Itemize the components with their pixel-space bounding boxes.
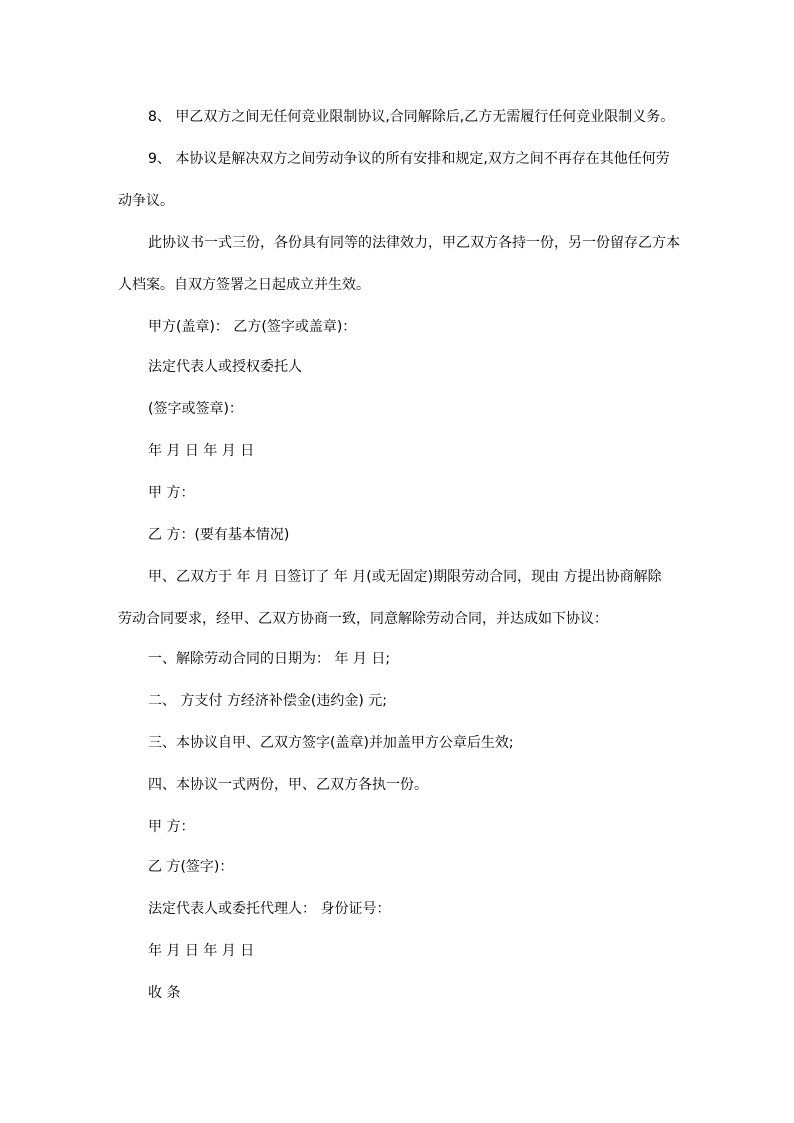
clause-8-line: 8、 甲乙双方之间无任何竞业限制协议,合同解除后,乙方无需履行任何竞业限制义务。 (148, 109, 675, 125)
date-line-2: 年 月 日 年 月 日 (148, 943, 255, 959)
signature-line: (签字或签章)： (148, 401, 243, 417)
termination-paragraph-line-1: 甲、乙双方于 年 月 日签订了 年 月(或无固定)期限劳动合同，现由 方提出协商解除 (148, 569, 662, 585)
copies-paragraph-line-1: 此协议书一式三份，各份具有同等的法律效力，甲乙双方各持一份，另一份留存乙方本 (148, 235, 680, 251)
date-line-1: 年 月 日 年 月 日 (148, 443, 255, 459)
agreement-item-2: 二、 方支付 方经济补偿金(违约金) 元; (148, 693, 387, 709)
party-a-label: 甲 方： (148, 485, 195, 501)
clause-9-line-2: 动争议。 (118, 193, 174, 209)
legal-representative-line: 法定代表人或授权委托人 (148, 359, 302, 375)
agreement-item-4: 四、本协议一式两份，甲、乙双方各执一份。 (148, 777, 428, 793)
copies-paragraph-line-2: 人档案。自双方签署之日起成立并生效。 (118, 277, 370, 293)
representative-id-line: 法定代表人或委托代理人： 身份证号： (148, 901, 391, 917)
party-b-label: 乙 方：(要有基本情况) (148, 527, 290, 543)
agreement-item-1: 一、解除劳动合同的日期为： 年 月 日; (148, 651, 391, 667)
termination-paragraph-line-2: 劳动合同要求，经甲、乙双方协商一致，同意解除劳动合同，并达成如下协议： (118, 611, 608, 627)
agreement-item-3: 三、本协议自甲、乙双方签字(盖章)并加盖甲方公章后生效; (148, 735, 514, 751)
second-party-b-signature-label: 乙 方(签字)： (148, 859, 234, 875)
clause-9-line-1: 9、 本协议是解决双方之间劳动争议的所有安排和规定,双方之间不再存在其他任何劳 (148, 151, 670, 167)
party-signature-line: 甲方(盖章)： 乙方(签字或盖章)： (148, 319, 357, 335)
receipt-title: 收 条 (148, 985, 181, 1001)
second-party-a-label: 甲 方： (148, 819, 195, 835)
